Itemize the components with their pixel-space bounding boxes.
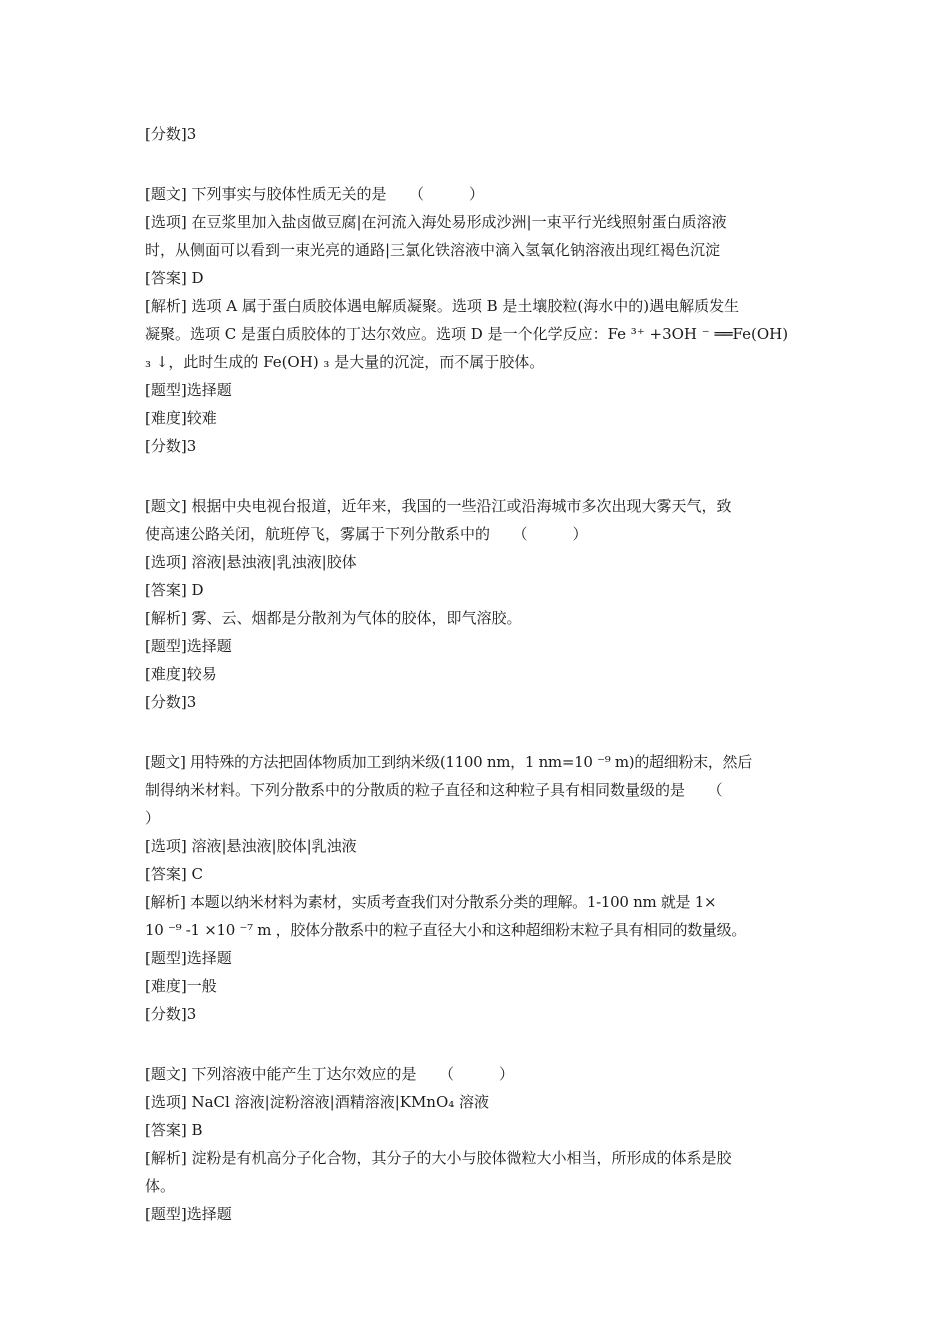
difficulty-line: [难度]较易 [145,665,217,683]
options-line: [选项] 在豆浆里加入盐卤做豆腐|在河流入海处易形成沙洲|一束平行光线照射蛋白质溶液 [145,213,727,231]
options-line: [选项] 溶液|悬浊液|胶体|乳浊液 [145,837,357,855]
type-line: [题型]选择题 [145,949,232,967]
answer-line: [答案] C [145,865,203,883]
analysis-line: [解析] 淀粉是有机高分子化合物，其分子的大小与胶体微粒大小相当，所形成的体系是胶 [145,1149,732,1167]
analysis-line: [解析] 本题以纳米材料为素材，实质考查我们对分散系分类的理解。1-100 nm 就是 1× [145,893,717,911]
options-line: [选项] NaCl 溶液|淀粉溶液|酒精溶液|KMnO₄ 溶液 [145,1093,490,1111]
question-text: 制得纳米材料。下列分散系中的分散质的粒子直径和这种粒子具有相同数量级的是 （ [145,781,723,799]
question-text: 使高速公路关闭，航班停飞，雾属于下列分散系中的 （ ） [145,525,588,543]
question-text: [题文] 下列事实与胶体性质无关的是 （ ） [145,185,484,203]
analysis-line: ₃ ↓，此时生成的 Fe(OH) ₃ 是大量的沉淀，而不属于胶体。 [145,353,545,371]
answer-line: [答案] D [145,581,204,599]
score-line: [分数]3 [145,693,197,711]
question-text: ） [145,809,161,827]
analysis-line: [解析] 雾、云、烟都是分散剂为气体的胶体，即气溶胶。 [145,609,522,627]
analysis-line: [解析] 选项 A 属于蛋白质胶体遇电解质凝聚。选项 B 是土壤胶粒(海水中的)遇电解质发生 [145,297,740,315]
difficulty-line: [难度]较难 [145,409,217,427]
score-line: [分数]3 [145,1005,197,1023]
score-line: [分数]3 [145,125,197,143]
question-text: [题文] 根据中央电视台报道，近年来，我国的一些沿江或沿海城市多次出现大雾天气，致 [145,497,732,515]
answer-line: [答案] D [145,269,204,287]
difficulty-line: [难度]一般 [145,977,217,995]
question-text: [题文] 用特殊的方法把固体物质加工到纳米级(1100 nm，1 nm=10 ⁻⁹ m)的超细粉末，然后 [145,753,752,771]
options-line: [选项] 溶液|悬浊液|乳浊液|胶体 [145,553,357,571]
question-text: [题文] 下列溶液中能产生丁达尔效应的是 （ ） [145,1065,514,1083]
type-line: [题型]选择题 [145,381,232,399]
analysis-line: 体。 [145,1177,176,1195]
analysis-line: 凝聚。选项 C 是蛋白质胶体的丁达尔效应。选项 D 是一个化学反应：Fe ³⁺ +3OH ⁻ ══Fe(OH) [145,325,789,343]
analysis-line: 10 ⁻⁹ -1 ×10 ⁻⁷ m ，胶体分散系中的粒子直径大小和这种超细粉末粒子具有相同的数量级。 [145,921,747,939]
type-line: [题型]选择题 [145,1205,232,1223]
answer-line: [答案] B [145,1121,203,1139]
type-line: [题型]选择题 [145,637,232,655]
options-line: 时，从侧面可以看到一束光亮的通路|三氯化铁溶液中滴入氢氧化钠溶液出现红褐色沉淀 [145,241,721,259]
score-line: [分数]3 [145,437,197,455]
